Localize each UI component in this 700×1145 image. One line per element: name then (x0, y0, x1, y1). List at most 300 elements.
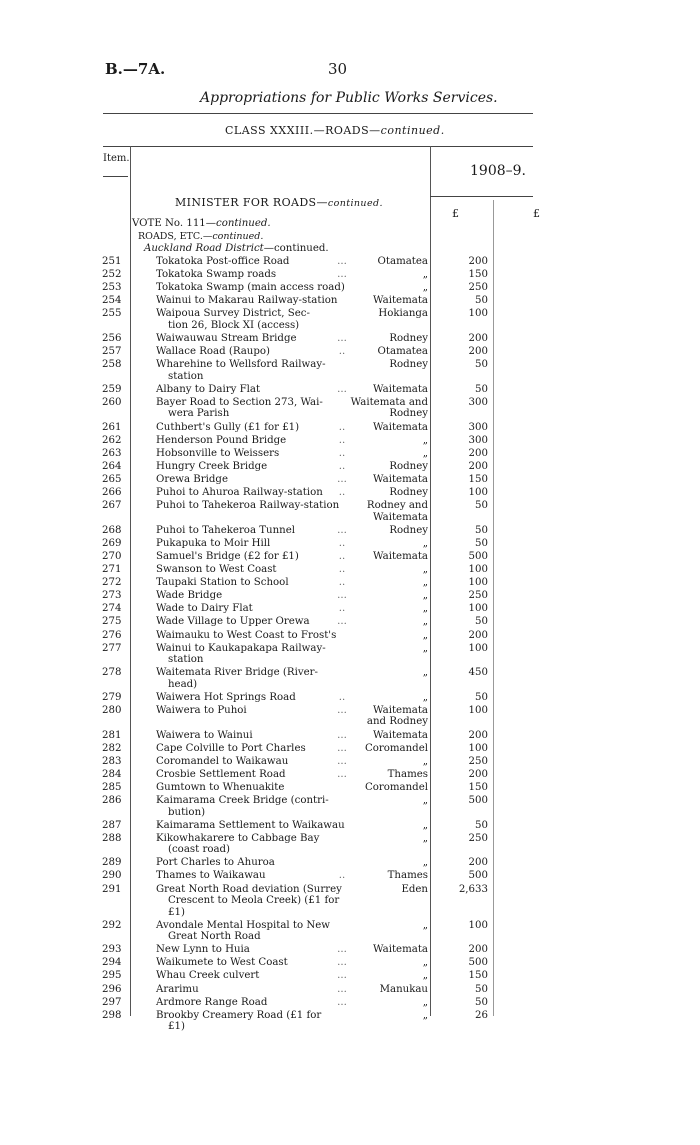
electoral-district (350, 997, 428, 1009)
item-description (156, 870, 346, 882)
item-description (156, 692, 346, 704)
leader-dots: ... (337, 616, 347, 628)
roads-text: ROADS, ETC.— (138, 231, 213, 242)
electoral-district (350, 603, 428, 615)
second-amount-divider (493, 200, 494, 1016)
item-description (156, 884, 346, 919)
electoral-district (350, 487, 428, 499)
district-line: Waitemata (373, 473, 428, 485)
item-number: 282 (102, 742, 122, 754)
electoral-district (350, 448, 428, 460)
leader-dots: ... (337, 957, 347, 969)
description-line: Coromandel to Waikawau (156, 755, 289, 767)
description-line: Cuthbert's Gully (£1 for £1) (156, 421, 300, 433)
amount: 200 (468, 256, 488, 267)
district-line: Waitemata (373, 944, 428, 956)
electoral-district (350, 944, 428, 956)
item-description (156, 538, 346, 550)
section-title-continued: continued. (327, 198, 383, 209)
description-line: Puhoi to Tahekeroa Railway-station (156, 500, 340, 512)
description-line: Waikumete to West Coast (156, 957, 288, 969)
description-line: Henderson Pound Bridge (156, 434, 287, 446)
item-description (156, 795, 346, 818)
description-line: Great North Road (168, 931, 261, 943)
district-line: „ (422, 996, 428, 1008)
amount: 250 (468, 755, 488, 767)
district-line: Manukau (379, 983, 428, 995)
leader-dots: ... (337, 742, 347, 754)
item-number: 277 (102, 642, 122, 654)
item-number: 259 (102, 383, 122, 395)
item-description (156, 397, 346, 420)
leader-dots: .. (338, 434, 346, 446)
description-line: bution) (168, 806, 206, 818)
description-line: Waiwera to Wainui (156, 729, 253, 741)
vote-text: VOTE No. 111— (132, 218, 216, 229)
item-number: 290 (102, 870, 122, 882)
item-description (156, 743, 346, 755)
amount: 250 (468, 590, 488, 602)
amount: 50 (475, 359, 488, 371)
item-number: 276 (102, 629, 122, 641)
class-heading-continued: continued. (380, 124, 445, 137)
item-number: 286 (102, 795, 122, 806)
description-line: Waiwauwau Stream Bridge (156, 333, 297, 344)
item-description (156, 920, 346, 943)
item-column-divider (130, 146, 131, 1016)
item-number: 274 (102, 603, 122, 615)
amount: 100 (468, 487, 488, 498)
district-line: Thames (387, 870, 428, 882)
district-line: and Rodney (366, 716, 428, 728)
district-line: „ (422, 832, 428, 844)
item-number: 267 (102, 500, 122, 512)
item-column-header: Item. (103, 153, 130, 164)
item-number: 275 (102, 616, 122, 628)
district-line: „ (422, 642, 428, 654)
electoral-district (350, 256, 428, 268)
electoral-district (350, 461, 428, 473)
electoral-district (350, 564, 428, 576)
description-line: Gumtown to Whenuakite (156, 781, 285, 793)
leader-dots: .. (338, 870, 346, 882)
electoral-district (350, 282, 428, 294)
district-line: „ (422, 282, 428, 294)
item-description (156, 359, 346, 382)
amount: 500 (468, 795, 488, 806)
description-line: Wallace Road (Raupo) (156, 346, 271, 358)
item-description (156, 997, 346, 1009)
electoral-district (350, 308, 428, 320)
item-number: 288 (102, 832, 122, 844)
item-number: 289 (102, 857, 122, 869)
district-line: Otamatea (377, 256, 428, 267)
district-line: Rodney (389, 460, 428, 472)
amount: 300 (468, 421, 488, 433)
section-title (175, 196, 383, 209)
district-line: Rodney (389, 359, 428, 371)
district-line: „ (422, 857, 428, 869)
item-description (156, 730, 346, 742)
description-line: Tokatoka Post-office Road (156, 256, 290, 267)
leader-dots: ... (337, 256, 347, 267)
electoral-district (350, 984, 428, 996)
electoral-district (350, 525, 428, 537)
electoral-district (350, 756, 428, 768)
description-line: Waiwera Hot Springs Road (156, 691, 296, 703)
amount: 150 (468, 970, 488, 982)
electoral-district (350, 667, 428, 679)
description-line: Waipoua Survey District, Sec- (156, 308, 310, 320)
leader-dots: ... (337, 269, 347, 281)
electoral-district (350, 474, 428, 486)
amount: 500 (468, 870, 488, 882)
description-line: Kikowhakarere to Cabbage Bay (156, 832, 320, 844)
district-line: Rodney (389, 333, 428, 344)
district-line: Waitemata and (350, 396, 428, 408)
item-description (156, 944, 346, 956)
item-description (156, 435, 346, 447)
description-line: Samuel's Bridge (£2 for £1) (156, 550, 299, 562)
district-line: „ (422, 577, 428, 589)
district-line: „ (422, 434, 428, 446)
leader-dots: ... (337, 590, 347, 602)
description-line: Thames to Waikawau (156, 870, 266, 882)
item-number: 278 (102, 667, 122, 679)
amount: 50 (475, 295, 488, 307)
description-line: station (168, 370, 204, 382)
vote-line (132, 218, 271, 229)
amount: 200 (468, 460, 488, 472)
amount: 50 (475, 616, 488, 628)
description-line: Puhoi to Ahuroa Railway-station (156, 487, 323, 498)
description-line: £1) (168, 906, 185, 918)
description-line: Waitemata River Bridge (River- (156, 667, 318, 679)
district-line: „ (422, 957, 428, 969)
amount: 200 (468, 629, 488, 641)
item-description (156, 474, 346, 486)
district-line: „ (422, 447, 428, 459)
item-number: 271 (102, 564, 122, 575)
item-number: 297 (102, 996, 122, 1008)
electoral-district (350, 397, 428, 420)
description-line: Great North Road deviation (Surrey (156, 883, 342, 895)
item-description (156, 630, 346, 642)
currency-left: £ (452, 207, 459, 220)
description-line: station (168, 654, 204, 666)
leader-dots: .. (338, 346, 346, 358)
electoral-district (350, 743, 428, 755)
item-description (156, 705, 346, 717)
item-description (156, 616, 346, 628)
amount: 50 (475, 500, 488, 512)
currency-right: £ (533, 207, 540, 220)
electoral-district (350, 551, 428, 563)
electoral-district (350, 857, 428, 869)
description-line: Wade Village to Upper Orewa (156, 616, 310, 628)
description-line: New Lynn to Huia (156, 944, 250, 956)
item-number: 272 (102, 577, 122, 589)
item-description (156, 564, 346, 576)
item-number: 261 (102, 421, 122, 433)
item-number: 265 (102, 473, 122, 485)
description-line: Avondale Mental Hospital to New (156, 919, 331, 931)
description-line: Wainui to Kaukapakapa Railway- (156, 642, 326, 654)
year-header: 1908–9. (470, 163, 526, 179)
amount: 200 (468, 447, 488, 459)
district-line: „ (422, 537, 428, 549)
leader-dots: ... (337, 970, 347, 982)
district-line: „ (422, 616, 428, 628)
electoral-district (350, 269, 428, 281)
item-description (156, 603, 346, 615)
amount: 50 (475, 524, 488, 536)
electoral-district (350, 795, 428, 807)
amount: 250 (468, 832, 488, 844)
item-number: 253 (102, 282, 122, 294)
amount: 150 (468, 473, 488, 485)
district-line: „ (422, 691, 428, 703)
item-description (156, 957, 346, 969)
description-line: Whau Creek culvert (156, 970, 260, 982)
table-top-rule (103, 146, 533, 147)
item-description (156, 643, 346, 666)
item-number: 279 (102, 691, 122, 703)
amount: 500 (468, 957, 488, 969)
leader-dots: ... (337, 768, 347, 780)
leader-dots: .. (338, 564, 346, 575)
district-line: Coromandel (364, 781, 428, 793)
amount: 50 (475, 691, 488, 703)
amount: 200 (468, 346, 488, 358)
amount: 100 (468, 577, 488, 589)
document-reference: B.—7A. (105, 60, 166, 78)
description-line: Hobsonville to Weissers (156, 447, 280, 459)
amount: 100 (468, 704, 488, 716)
amount: 100 (468, 642, 488, 654)
leader-dots: ... (337, 729, 347, 741)
district-line: „ (422, 629, 428, 641)
description-line: Crosbie Settlement Road (156, 768, 286, 780)
roads-continued: continued. (212, 231, 264, 242)
district-continued: —continued. (263, 243, 329, 254)
district-line: Waitemata (373, 550, 428, 562)
item-number: 251 (102, 256, 122, 267)
amount: 200 (468, 729, 488, 741)
item-number: 264 (102, 460, 122, 472)
description-line: Tokatoka Swamp (main access road) (156, 282, 345, 294)
amount: 26 (475, 1009, 488, 1021)
electoral-district (350, 769, 428, 781)
item-description (156, 833, 346, 856)
amount: 100 (468, 603, 488, 615)
item-description (156, 269, 346, 281)
district-line: Rodney (389, 524, 428, 536)
leader-dots: .. (338, 447, 346, 459)
electoral-district (350, 643, 428, 655)
item-description (156, 756, 346, 768)
district-line: Waitemata (373, 421, 428, 433)
item-description (156, 422, 346, 434)
district-line: „ (422, 795, 428, 806)
item-description (156, 525, 346, 537)
district-line: „ (422, 919, 428, 931)
item-number: 252 (102, 269, 122, 281)
amount: 500 (468, 550, 488, 562)
roads-line (138, 231, 263, 242)
item-description (156, 970, 346, 982)
item-number: 293 (102, 944, 122, 956)
amount: 50 (475, 983, 488, 995)
electoral-district (350, 833, 428, 845)
electoral-district (350, 359, 428, 371)
amount: 300 (468, 396, 488, 408)
amount: 100 (468, 919, 488, 931)
item-number: 257 (102, 346, 122, 358)
leader-dots: .. (338, 487, 346, 498)
item-number: 273 (102, 590, 122, 602)
amount: 200 (468, 333, 488, 344)
description-line: Cape Colville to Port Charles (156, 742, 306, 754)
electoral-district (350, 730, 428, 742)
description-line: wera Parish (168, 408, 230, 420)
item-description (156, 461, 346, 473)
item-description (156, 308, 346, 331)
district-text: Auckland Road District (144, 243, 264, 254)
district-line: „ (422, 667, 428, 679)
district-line: „ (422, 1009, 428, 1021)
item-number: 255 (102, 308, 122, 320)
electoral-district (350, 384, 428, 396)
description-line: Bayer Road to Section 273, Wai- (156, 396, 323, 408)
amount: 2,633 (458, 883, 488, 895)
electoral-district (350, 957, 428, 969)
item-number: 254 (102, 295, 122, 307)
leader-dots: ... (337, 473, 347, 485)
leader-dots: ... (337, 755, 347, 767)
amount: 200 (468, 857, 488, 869)
item-number: 296 (102, 983, 122, 995)
item-number: 283 (102, 755, 122, 767)
item-description (156, 346, 346, 358)
item-description (156, 857, 346, 869)
item-number: 260 (102, 396, 122, 408)
district-line: „ (422, 269, 428, 281)
electoral-district (350, 884, 428, 896)
item-number: 266 (102, 487, 122, 498)
district-line: Thames (387, 768, 428, 780)
electoral-district (350, 346, 428, 358)
electoral-district (350, 500, 428, 523)
electoral-district (350, 577, 428, 589)
class-heading (225, 124, 445, 137)
description-line: Wade to Dairy Flat (156, 603, 253, 615)
description-line: Wainui to Makarau Railway-station (156, 295, 338, 307)
item-number: 263 (102, 447, 122, 459)
item-number: 298 (102, 1009, 122, 1021)
electoral-district (350, 782, 428, 794)
item-description (156, 577, 346, 589)
electoral-district (350, 295, 428, 307)
electoral-district (350, 920, 428, 932)
leader-dots: .. (338, 691, 346, 703)
leader-dots: .. (338, 421, 346, 433)
description-line: Pukapuka to Moir Hill (156, 537, 271, 549)
amount: 300 (468, 434, 488, 446)
district-line: Rodney (389, 408, 428, 420)
item-description (156, 590, 346, 602)
item-number: 285 (102, 781, 122, 793)
description-line: Swanson to West Coast (156, 564, 277, 575)
page-title: Appropriations for Public Works Services. (200, 90, 498, 106)
description-line: Wade Bridge (156, 590, 223, 602)
amount: 100 (468, 564, 488, 575)
amount: 100 (468, 308, 488, 320)
electoral-district (350, 970, 428, 982)
amount: 450 (468, 667, 488, 679)
electoral-district (350, 435, 428, 447)
district-line: Waitemata (373, 295, 428, 307)
amount: 50 (475, 537, 488, 549)
description-line: Puhoi to Tahekeroa Tunnel (156, 524, 296, 536)
amount: 200 (468, 768, 488, 780)
district-line: „ (422, 970, 428, 982)
amount-column-divider (430, 146, 431, 1016)
electoral-district (350, 820, 428, 832)
description-line: tion 26, Block XI (access) (168, 319, 300, 331)
item-description (156, 256, 346, 268)
header-rule (103, 113, 533, 114)
description-line: Brookby Creamery Road (£1 for (156, 1009, 322, 1021)
electoral-district (350, 630, 428, 642)
description-line: Port Charles to Ahuroa (156, 857, 275, 869)
electoral-district (350, 1010, 428, 1022)
item-description (156, 769, 346, 781)
item-description (156, 1010, 346, 1033)
description-line: Ardmore Range Road (156, 996, 268, 1008)
item-number: 292 (102, 919, 122, 931)
amount: 50 (475, 383, 488, 395)
district-line (144, 243, 329, 254)
class-heading-text: CLASS XXXIII.—ROADS— (225, 124, 381, 137)
district-line: Rodney (389, 487, 428, 498)
description-line: Crescent to Meola Creek) (£1 for (168, 895, 340, 906)
leader-dots: .. (338, 537, 346, 549)
description-line: head) (168, 678, 198, 690)
page-number: 30 (328, 60, 348, 78)
description-line: £1) (168, 1021, 185, 1033)
item-number: 291 (102, 883, 122, 895)
section-title-text: MINISTER FOR ROADS— (175, 196, 328, 209)
electoral-district (350, 333, 428, 345)
item-description (156, 333, 346, 345)
amount: 200 (468, 944, 488, 956)
item-number: 295 (102, 970, 122, 982)
district-line: Hokianga (378, 308, 428, 320)
description-line: Ararimu (156, 983, 199, 995)
description-line: Tokatoka Swamp roads (156, 269, 277, 281)
item-description (156, 820, 346, 832)
item-description (156, 282, 346, 294)
item-description (156, 487, 346, 499)
district-line: Waitemata (373, 729, 428, 741)
district-line: Otamatea (377, 346, 428, 358)
amount: 250 (468, 282, 488, 294)
item-number: 256 (102, 333, 122, 344)
item-header-rule (103, 176, 128, 177)
district-line: Rodney and (366, 500, 428, 512)
district-line: Waitemata (373, 511, 428, 523)
